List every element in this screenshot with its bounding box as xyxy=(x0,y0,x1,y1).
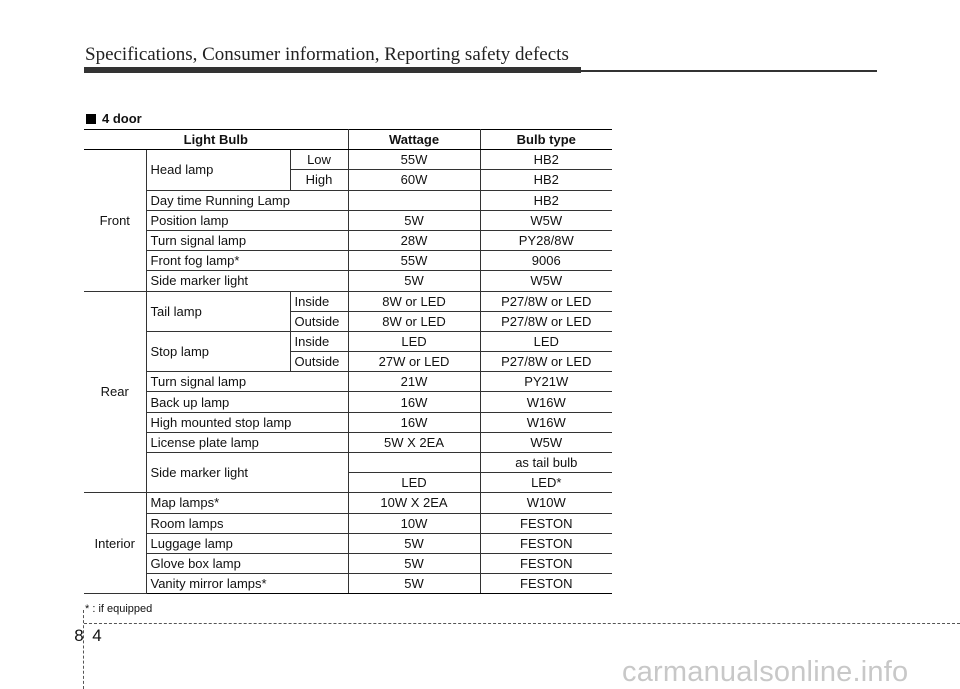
table-row xyxy=(84,291,612,311)
sub-label: High xyxy=(290,170,348,190)
bulb-type-cell: PY28/8W xyxy=(480,230,612,250)
bulb-name: License plate lamp xyxy=(146,432,348,452)
bulb-type-cell: P27/8W or LED xyxy=(480,352,612,372)
table-row xyxy=(84,513,612,533)
bulb-name: Side marker light xyxy=(146,453,348,493)
bulb-type-cell: HB2 xyxy=(480,150,612,170)
bulb-type-cell: as tail bulb xyxy=(480,453,612,473)
section-heading-text: 4 door xyxy=(102,111,142,126)
bulb-type-cell: FESTON xyxy=(480,574,612,594)
wattage-cell: 60W xyxy=(348,170,480,190)
table-row xyxy=(84,453,612,473)
footer-vertical-divider xyxy=(83,610,84,689)
bulb-type-cell: FESTON xyxy=(480,513,612,533)
wattage-cell: 55W xyxy=(348,150,480,170)
wattage-cell: 8W or LED xyxy=(348,311,480,331)
bulb-name: Back up lamp xyxy=(146,392,348,412)
wattage-cell: 27W or LED xyxy=(348,352,480,372)
table-row xyxy=(84,331,612,351)
bulb-name: Front fog lamp* xyxy=(146,251,348,271)
table-row xyxy=(84,574,612,594)
bulb-name: Head lamp xyxy=(146,150,290,190)
sub-label: Inside xyxy=(290,291,348,311)
page-number-digit: 8 xyxy=(74,626,84,645)
group-rear: Rear xyxy=(84,291,146,493)
wattage-cell: LED xyxy=(348,331,480,351)
wattage-cell: 5W xyxy=(348,533,480,553)
bulb-type-cell: W10W xyxy=(480,493,612,513)
table-row xyxy=(84,372,612,392)
table-row xyxy=(84,493,612,513)
header-rule xyxy=(84,67,581,73)
sub-label: Outside xyxy=(290,352,348,372)
wattage-cell: 16W xyxy=(348,412,480,432)
wattage-cell: 5W xyxy=(348,574,480,594)
bulb-name: Stop lamp xyxy=(146,331,290,371)
bulb-type-cell: HB2 xyxy=(480,190,612,210)
table-header-row xyxy=(84,130,612,150)
bulb-type-cell: P27/8W or LED xyxy=(480,291,612,311)
bulb-name: Tail lamp xyxy=(146,291,290,331)
wattage-cell: 55W xyxy=(348,251,480,271)
bulb-type-cell: FESTON xyxy=(480,553,612,573)
group-front: Front xyxy=(84,150,146,291)
page-number-digit: 4 xyxy=(92,626,102,645)
bulb-name: Map lamps* xyxy=(146,493,348,513)
wattage-cell: 5W xyxy=(348,271,480,291)
table-row xyxy=(84,432,612,452)
bulb-name: Turn signal lamp xyxy=(146,372,348,392)
bulb-name: Position lamp xyxy=(146,210,348,230)
bulb-name: High mounted stop lamp xyxy=(146,412,348,432)
group-interior: Interior xyxy=(84,493,146,594)
bulb-name: Day time Running Lamp xyxy=(146,190,348,210)
table-row xyxy=(84,251,612,271)
wattage-cell: 5W xyxy=(348,553,480,573)
bulb-type-cell: FESTON xyxy=(480,533,612,553)
wattage-cell: LED xyxy=(348,473,480,493)
bulb-name: Turn signal lamp xyxy=(146,230,348,250)
bulb-type-cell: LED xyxy=(480,331,612,351)
bulb-type-cell: HB2 xyxy=(480,170,612,190)
header-bulb-type: Bulb type xyxy=(480,130,612,150)
bulb-type-cell: W16W xyxy=(480,392,612,412)
wattage-cell: 16W xyxy=(348,392,480,412)
sub-label: Low xyxy=(290,150,348,170)
table-row xyxy=(84,533,612,553)
wattage-cell: 10W X 2EA xyxy=(348,493,480,513)
bulb-type-cell: LED* xyxy=(480,473,612,493)
page-number xyxy=(70,626,106,646)
table-row xyxy=(84,190,612,210)
bulb-name: Side marker light xyxy=(146,271,348,291)
bulb-type-cell: W16W xyxy=(480,412,612,432)
bulb-type-cell: W5W xyxy=(480,210,612,230)
wattage-cell xyxy=(348,453,480,473)
wattage-cell: 10W xyxy=(348,513,480,533)
table-row xyxy=(84,412,612,432)
table-row xyxy=(84,230,612,250)
bulb-type-cell: W5W xyxy=(480,432,612,452)
footer-divider xyxy=(84,623,960,624)
table-row xyxy=(84,271,612,291)
header-rule-thin xyxy=(581,70,877,72)
bulb-type-cell: W5W xyxy=(480,271,612,291)
header-light-bulb: Light Bulb xyxy=(84,130,348,150)
wattage-cell: 8W or LED xyxy=(348,291,480,311)
bulb-type-cell: 9006 xyxy=(480,251,612,271)
footnote: * : if equipped xyxy=(85,603,153,615)
wattage-cell: 28W xyxy=(348,230,480,250)
table-row xyxy=(84,210,612,230)
watermark-logo: carmanualsonline.info xyxy=(622,656,909,688)
table-row xyxy=(84,392,612,412)
bulb-type-cell: P27/8W or LED xyxy=(480,311,612,331)
bulb-name: Room lamps xyxy=(146,513,348,533)
bulb-name: Glove box lamp xyxy=(146,553,348,573)
sub-label: Outside xyxy=(290,311,348,331)
sub-label: Inside xyxy=(290,331,348,351)
bulb-type-cell: PY21W xyxy=(480,372,612,392)
bulb-spec-table xyxy=(84,129,612,594)
header-wattage: Wattage xyxy=(348,130,480,150)
wattage-cell: 5W X 2EA xyxy=(348,432,480,452)
square-bullet-icon xyxy=(86,114,96,124)
bulb-name: Vanity mirror lamps* xyxy=(146,574,348,594)
wattage-cell: 5W xyxy=(348,210,480,230)
table-row xyxy=(84,150,612,170)
table-row xyxy=(84,553,612,573)
page-header-title: Specifications, Consumer information, Reporting safety defects xyxy=(85,44,569,65)
section-heading xyxy=(86,111,142,126)
wattage-cell xyxy=(348,190,480,210)
bulb-name: Luggage lamp xyxy=(146,533,348,553)
wattage-cell: 21W xyxy=(348,372,480,392)
